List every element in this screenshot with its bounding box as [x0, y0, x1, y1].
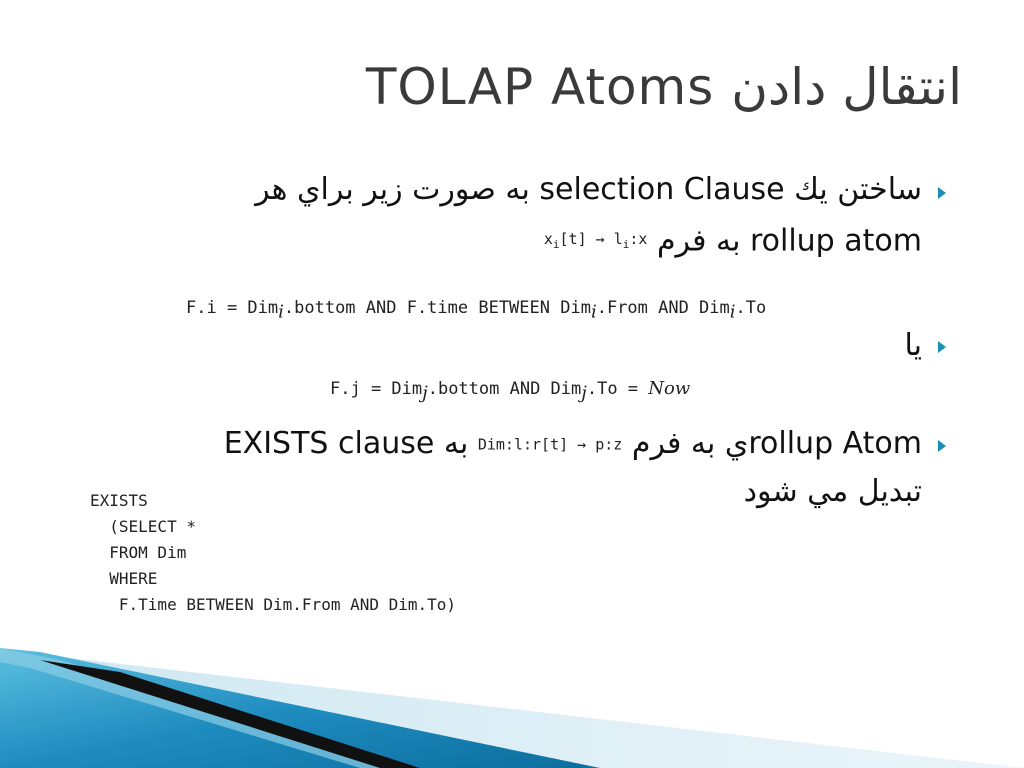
corner-blue-band [0, 648, 600, 768]
bullet-3-form-label: ي به فرم [631, 426, 749, 461]
formula-2-sub-1: j [422, 382, 428, 404]
bullet-1-line-1 [255, 166, 922, 214]
title-latin: TOLAP Atoms [365, 58, 715, 116]
formula-2-part-3: .To = [586, 379, 649, 399]
formula-1 [186, 298, 766, 322]
formula-1-part-1: F.i = Dim [186, 298, 279, 318]
bullet-3-inline-formula: Dim:l:r[t] → p:z [477, 435, 623, 454]
bullet-1-form-label: به فرم [656, 223, 741, 259]
formula-2 [330, 378, 690, 403]
bullet-3-arrow-icon [938, 440, 946, 452]
code-line: WHERE [90, 569, 158, 588]
title-persian: انتقال دادن [731, 58, 962, 116]
bullet-3-rollup-atom: rollup Atom [748, 426, 922, 461]
bullet-3-be: به [443, 426, 469, 461]
formula-1-sub-1: i [278, 301, 284, 323]
formula-2-sub-2: j [581, 382, 587, 404]
formula-2-now: Now [648, 378, 691, 399]
formula-1-part-4: .To [735, 298, 767, 318]
bullet-2-text: يا [904, 328, 922, 363]
slide-title [366, 58, 962, 116]
sql-code-block [90, 488, 456, 618]
code-line: EXISTS [90, 491, 148, 510]
bullet-3-line-1 [224, 420, 922, 469]
formula-1-sub-3: i [729, 301, 736, 323]
formula-1-part-2: .bottom AND F.time BETWEEN Dim [283, 298, 591, 318]
bullet-3-line-2: تبديل مي شود [743, 474, 922, 509]
bullet-1-arrow-icon [938, 187, 946, 199]
bullet-1-inline-formula: $x_i[t]$ → $l_i:x$ [543, 230, 648, 251]
formula-2-part-2: .bottom AND Dim [427, 379, 582, 399]
code-line: FROM Dim [90, 543, 187, 562]
formula-1-sub-2: i [590, 301, 597, 323]
bullet-1-text-a: ساختن يك [794, 172, 922, 207]
formula-2-part-1: F.j = Dim [330, 379, 423, 399]
bullet-2-arrow-icon [938, 341, 946, 353]
code-line: F.Time BETWEEN Dim.From AND Dim.To) [90, 595, 457, 614]
bullet-3-exists-clause: EXISTS clause [223, 426, 435, 461]
bullet-1-text-c: به صورت زير براي هر [255, 172, 530, 207]
code-line: (SELECT * [90, 517, 196, 536]
bullet-1-text-b: selection Clause [539, 172, 785, 207]
bullet-1-line-2 [544, 215, 922, 269]
bullet-1-rollup-atom: rollup atom [749, 223, 922, 259]
formula-1-part-3: .From AND Dim [596, 298, 730, 318]
